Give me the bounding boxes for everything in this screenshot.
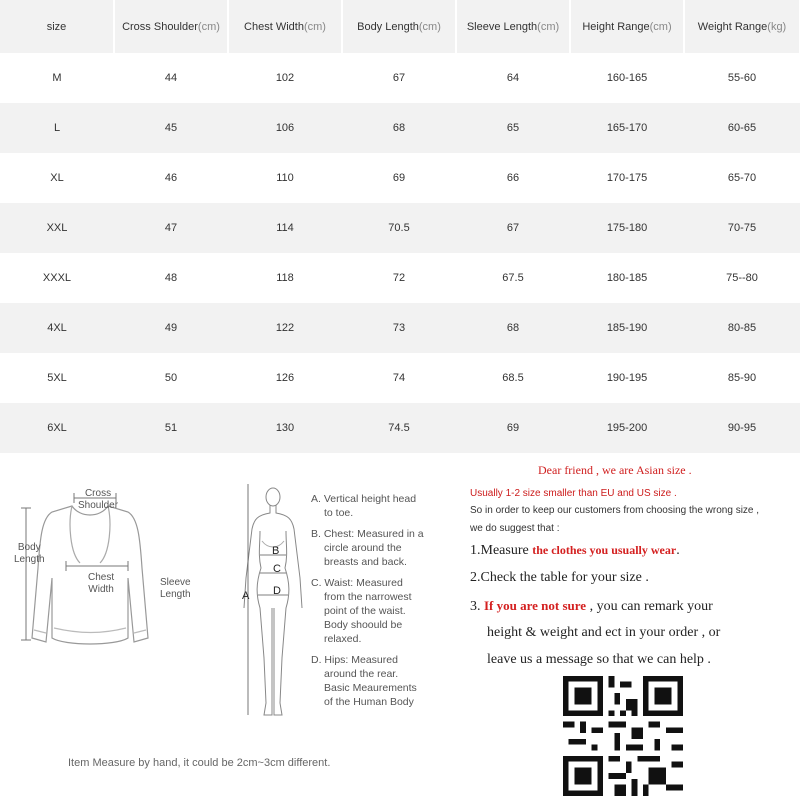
column-header-unit: (cm) (418, 20, 441, 33)
body-diagram (238, 483, 308, 733)
column-header (684, 0, 800, 53)
table-cell: 4XL (0, 303, 114, 353)
step-3-line-3: leave us a message so that we can help . (487, 652, 711, 667)
column-header-label: Height Range (582, 20, 650, 33)
table-cell: 74 (342, 353, 456, 403)
cross-shoulder-text-2: Shoulder (78, 500, 119, 511)
table-cell: 6XL (0, 403, 114, 453)
cross-shoulder-text-1: Cross (84, 488, 112, 499)
legend-c-line-2: from the narrowest (324, 591, 412, 603)
table-cell: 68.5 (456, 353, 570, 403)
body-length-text-1: Body (17, 542, 41, 553)
legend-c-line-3: point of the waist. (324, 605, 406, 617)
column-header (114, 0, 228, 53)
body-length-text-2: Length (14, 554, 45, 565)
table-cell: 122 (228, 303, 342, 353)
column-header-label: Weight Range (697, 20, 768, 33)
body-length-label (14, 542, 45, 566)
column-header-unit: (cm) (649, 20, 672, 33)
column-header-unit: (cm) (197, 20, 220, 33)
table-row (0, 303, 800, 353)
table-row (0, 103, 800, 153)
legend-d-line-4: of the Human Body (324, 696, 414, 708)
table-cell: 90-95 (684, 403, 800, 453)
column-header-unit: (cm) (537, 20, 560, 33)
table-cell: 50 (114, 353, 228, 403)
table-cell: 130 (228, 403, 342, 453)
size-warning: Usually 1-2 size smaller than EU and US size . (470, 488, 677, 499)
table-cell: 51 (114, 403, 228, 453)
table-cell: 102 (228, 53, 342, 103)
chest-width-label (88, 572, 114, 596)
table-cell: 195-200 (570, 403, 684, 453)
legend-item-b (311, 527, 446, 569)
step-1-suffix: . (676, 543, 680, 558)
step-1 (470, 543, 680, 559)
table-cell: L (0, 103, 114, 153)
column-header-unit: (kg) (767, 20, 787, 33)
column-header (342, 0, 456, 53)
legend-d-line-1: D. Hips: Measured (311, 654, 398, 666)
legend-c-line-5: relaxed. (324, 633, 362, 645)
sleeve-length-text-2: Length (160, 589, 191, 600)
table-cell: 65 (456, 103, 570, 153)
qr-code-image (563, 676, 683, 796)
table-cell: 80-85 (684, 303, 800, 353)
table-cell: XL (0, 153, 114, 203)
table-row (0, 253, 800, 303)
advice-line-2: we do suggest that : (470, 523, 560, 534)
table-row (0, 353, 800, 403)
column-header (228, 0, 342, 53)
table-cell: 72 (342, 253, 456, 303)
column-header-label: Body Length (357, 20, 419, 33)
legend-d-line-2: around the rear. (324, 668, 399, 680)
cross-shoulder-label (78, 488, 118, 512)
table-cell: 180-185 (570, 253, 684, 303)
measurement-note: Item Measure by hand, it could be 2cm~3cm different. (68, 757, 331, 769)
table-cell: 114 (228, 203, 342, 253)
table-cell: M (0, 53, 114, 103)
table-row (0, 153, 800, 203)
table-cell: 126 (228, 353, 342, 403)
table-cell: 60-65 (684, 103, 800, 153)
chest-width-text-2: Width (88, 584, 114, 595)
table-row (0, 203, 800, 253)
column-header (456, 0, 570, 53)
sleeve-length-label (160, 577, 191, 601)
size-guide-section (0, 453, 800, 800)
table-cell: 46 (114, 153, 228, 203)
table-cell: XXL (0, 203, 114, 253)
table-cell: 47 (114, 203, 228, 253)
table-cell: 110 (228, 153, 342, 203)
table-cell: 70-75 (684, 203, 800, 253)
step-3-line-2: height & weight and ect in your order , or (487, 625, 721, 640)
advice-line-1: So in order to keep our customers from choosing the wrong size , (470, 505, 760, 516)
table-row (0, 53, 800, 103)
table-cell: 118 (228, 253, 342, 303)
table-cell: 45 (114, 103, 228, 153)
legend-a-line-1: A. Vertical height head (311, 493, 417, 505)
body-label-c: C (273, 563, 281, 575)
legend-a-line-2: to toe. (324, 507, 354, 519)
table-cell: 49 (114, 303, 228, 353)
legend-b-line-2: circle around the (324, 542, 402, 554)
step-1-prefix: 1.Measure (470, 543, 533, 558)
table-cell: 75--80 (684, 253, 800, 303)
legend-item-c (311, 576, 446, 646)
table-cell: XXXL (0, 253, 114, 303)
table-cell: 106 (228, 103, 342, 153)
column-header-label: Sleeve Length (466, 20, 538, 33)
table-cell: 170-175 (570, 153, 684, 203)
column-header-label: size (46, 20, 67, 33)
column-header-label: Chest Width (244, 20, 304, 33)
table-cell: 160-165 (570, 53, 684, 103)
legend-item-a (311, 492, 446, 520)
table-cell: 55-60 (684, 53, 800, 103)
step-3 (470, 598, 713, 615)
table-cell: 190-195 (570, 353, 684, 403)
table-cell: 69 (342, 153, 456, 203)
column-header (0, 0, 114, 53)
legend-b-line-3: breasts and back. (324, 556, 407, 568)
table-cell: 44 (114, 53, 228, 103)
table-cell: 69 (456, 403, 570, 453)
table-header-row (0, 0, 800, 53)
table-cell: 70.5 (342, 203, 456, 253)
step-3-emphasis: If you are not sure (484, 598, 587, 613)
body-label-a: A (242, 590, 250, 602)
table-cell: 48 (114, 253, 228, 303)
table-cell: 68 (456, 303, 570, 353)
table-cell: 73 (342, 303, 456, 353)
body-label-b: B (272, 545, 280, 557)
table-cell: 66 (456, 153, 570, 203)
table-cell: 68 (342, 103, 456, 153)
column-header-unit: (cm) (303, 20, 326, 33)
table-cell: 65-70 (684, 153, 800, 203)
step-3-prefix: 3. (470, 599, 484, 614)
table-cell: 5XL (0, 353, 114, 403)
table-cell: 85-90 (684, 353, 800, 403)
legend-b-line-1: B. Chest: Measured in a (311, 528, 424, 540)
table-cell: 165-170 (570, 103, 684, 153)
measurement-legend (311, 492, 446, 716)
table-cell: 185-190 (570, 303, 684, 353)
asian-size-title: Dear friend , we are Asian size . (538, 463, 692, 477)
chest-width-text-1: Chest (88, 572, 115, 583)
table-cell: 67 (456, 203, 570, 253)
table-cell: 67 (342, 53, 456, 103)
table-cell: 64 (456, 53, 570, 103)
body-label-d: D (273, 585, 281, 597)
legend-d-line-3: Basic Meaurements (324, 682, 417, 694)
step-2: 2.Check the table for your size . (470, 570, 649, 585)
legend-c-line-4: Body shoould be (324, 619, 403, 631)
table-cell: 67.5 (456, 253, 570, 303)
legend-c-line-1: C. Waist: Measured (311, 577, 403, 589)
column-header-label: Cross Shoulder (122, 20, 198, 33)
sleeve-length-text-1: Sleeve (160, 577, 191, 588)
step-3-suffix: , you can remark your (586, 599, 713, 614)
legend-item-d (311, 653, 446, 709)
table-row (0, 403, 800, 453)
step-1-emphasis: the clothes you usually wear (532, 543, 677, 557)
column-header (570, 0, 684, 53)
table-cell: 74.5 (342, 403, 456, 453)
table-cell: 175-180 (570, 203, 684, 253)
